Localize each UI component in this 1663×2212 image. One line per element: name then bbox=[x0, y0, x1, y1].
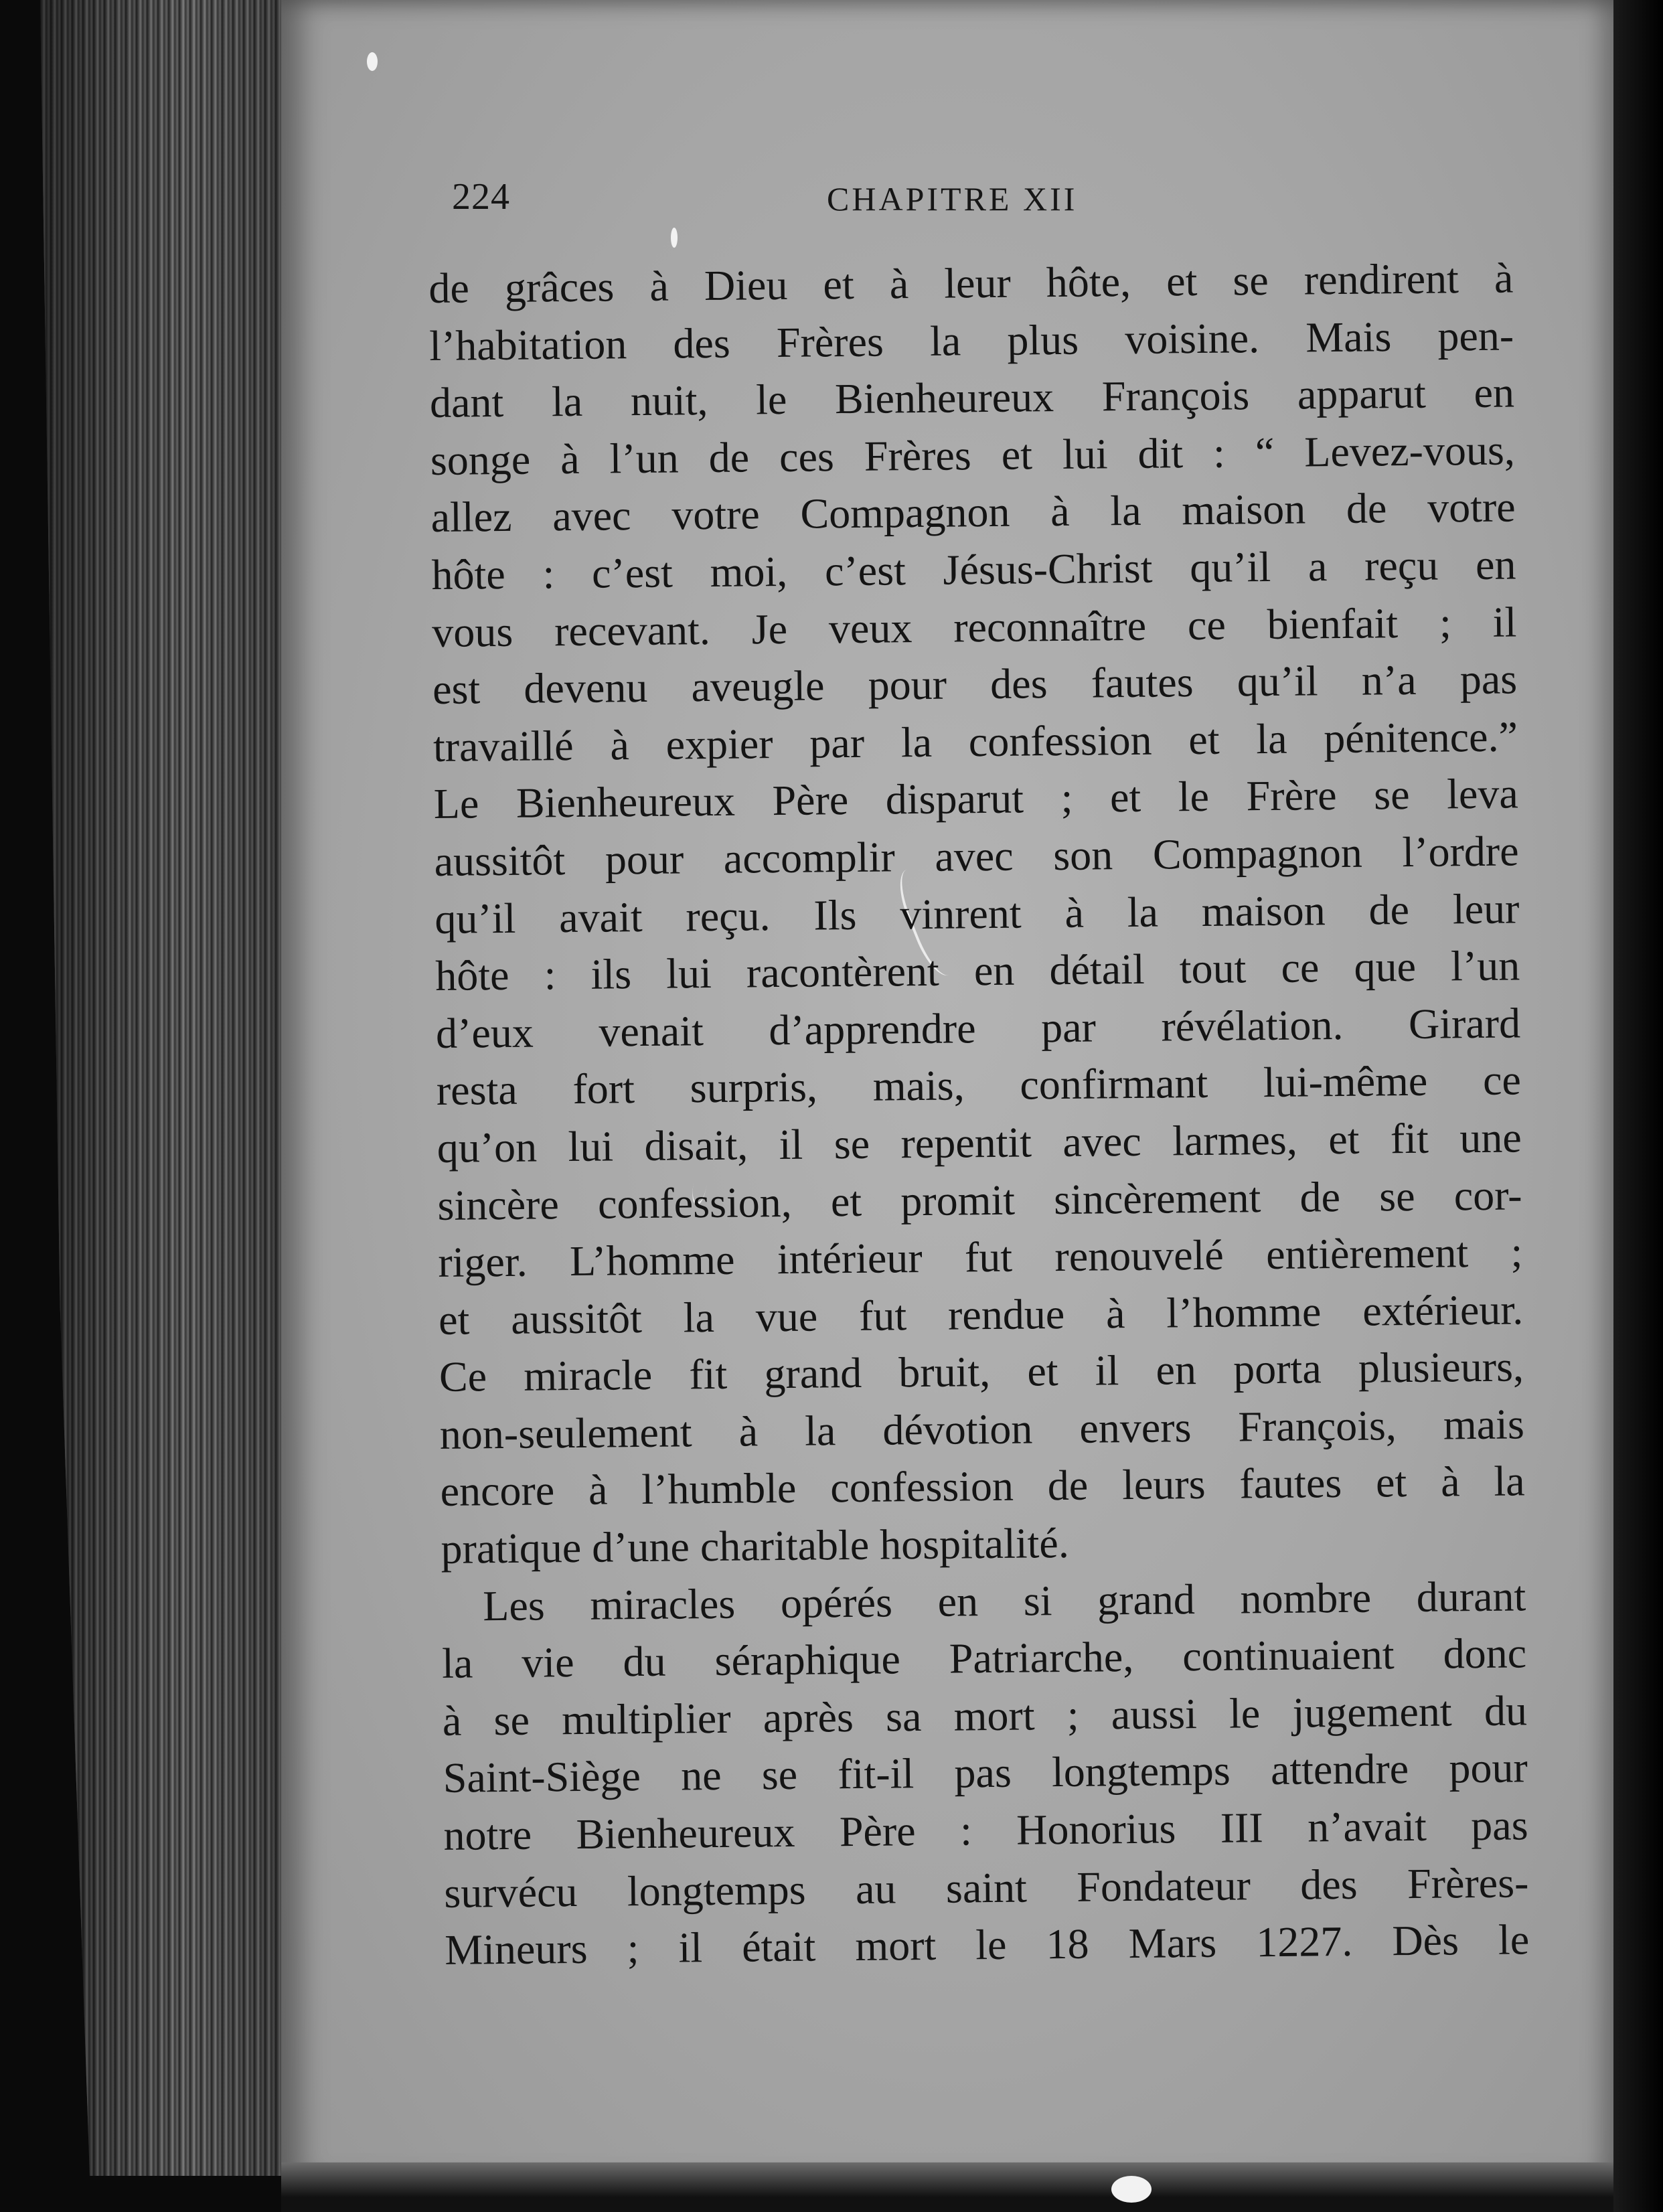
text-line: riger. L’homme intérieur fut renouvelé entièrement ; bbox=[438, 1228, 1523, 1287]
scan-speck bbox=[671, 228, 678, 248]
text-line: survécu longtemps au saint Fondateur des Frères- bbox=[444, 1858, 1529, 1917]
text-line: songe à l’un de ces Frères et lui dit : “ Levez-vous, bbox=[430, 426, 1516, 484]
text-line: et aussitôt la vue fut rendue à l’homme extérieur. bbox=[438, 1285, 1524, 1344]
scan-right-edge bbox=[1613, 0, 1663, 2212]
text-line: Ce miracle fit grand bruit, et il en porta plusieurs, bbox=[439, 1342, 1524, 1401]
text-line: hôte : ils lui racontèrent en détail tout ce que l’un bbox=[434, 941, 1520, 1000]
text-line: la vie du séraphique Patriarche, continuaient donc bbox=[441, 1629, 1527, 1688]
page-header bbox=[452, 175, 1496, 229]
scan-bottom-edge bbox=[281, 2162, 1613, 2212]
text-line: Mineurs ; il était mort le 18 Mars 1227. Dès le bbox=[444, 1915, 1530, 1974]
text-line: aussitôt pour accomplir avec son Compagnon l’ordre bbox=[434, 827, 1519, 885]
text-line: resta fort surpris, mais, confirmant lui-même ce bbox=[436, 1056, 1522, 1115]
text-line: l’habitation des Frères la plus voisine. Mais pen- bbox=[428, 311, 1514, 370]
text-line: Le Bienheureux Père disparut ; et le Frère se leva bbox=[433, 769, 1519, 828]
text-line: encore à l’humble confession de leurs fautes et à la bbox=[440, 1457, 1525, 1516]
scan-speck bbox=[367, 52, 378, 71]
text-line: hôte : c’est moi, c’est Jésus-Christ qu’il a reçu en bbox=[431, 540, 1516, 599]
text-line: notre Bienheureux Père : Honorius III n’avait pas bbox=[443, 1801, 1528, 1859]
scan-speck bbox=[1111, 2176, 1152, 2203]
running-head: CHAPITRE XII bbox=[827, 180, 1078, 218]
page-number: 224 bbox=[452, 176, 510, 218]
text-line: vous recevant. Je veux reconnaître ce bienfait ; il bbox=[431, 597, 1517, 656]
body-text bbox=[428, 249, 1530, 1978]
text-line: qu’on lui disait, il se repentit avec larmes, et fit une bbox=[437, 1113, 1522, 1172]
text-line: pratique d’une charitable hospitalité. bbox=[441, 1518, 1070, 1573]
text-line: qu’il avait reçu. Ils vinrent à la maison de leur bbox=[434, 884, 1520, 943]
text-line: Les miracles opérés en si grand nombre durant bbox=[482, 1572, 1526, 1630]
text-line: non-seulement à la dévotion envers François, mais bbox=[439, 1400, 1525, 1458]
text-line: allez avec votre Compagnon à la maison de votre bbox=[430, 483, 1516, 542]
text-line: travaillé à expier par la confession et la pénitence.” bbox=[432, 712, 1518, 771]
text-line: dant la nuit, le Bienheureux François apparut en bbox=[429, 368, 1515, 427]
text-line: Saint-Siège ne se fit-il pas longtemps attendre pour bbox=[443, 1743, 1528, 1802]
text-line: à se multiplier après sa mort ; aussi le jugement du bbox=[442, 1686, 1528, 1745]
text-line: d’eux venait d’apprendre par révélation. Girard bbox=[435, 999, 1521, 1057]
text-line: sincère confession, et promit sincèrement de se cor- bbox=[437, 1170, 1522, 1229]
text-line: de grâces à Dieu et à leur hôte, et se rendirent à bbox=[428, 254, 1514, 312]
text-line: est devenu aveugle pour des fautes qu’il n’a pas bbox=[432, 655, 1518, 714]
